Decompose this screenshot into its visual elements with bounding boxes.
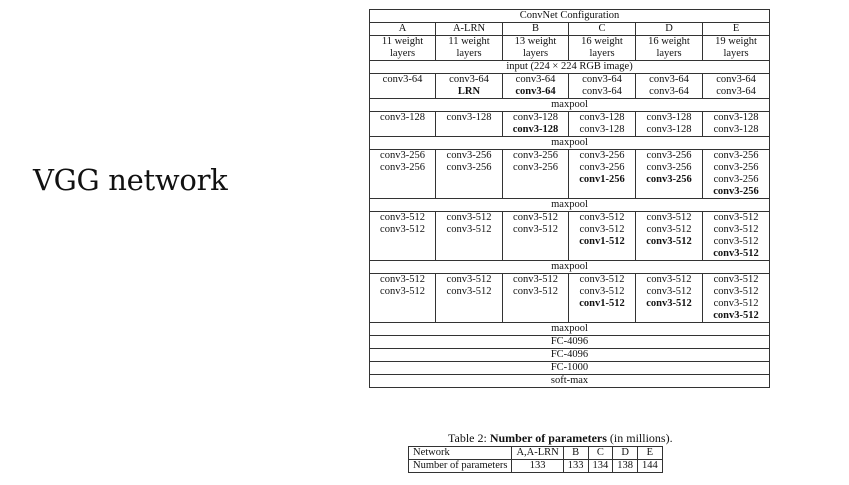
params-cell: 144 (638, 460, 663, 473)
config-layer-cell (569, 274, 636, 323)
params-cell: B (563, 447, 588, 460)
config-conv-block-row (370, 74, 770, 99)
params-cell: 133 (512, 460, 563, 473)
layer-entry: conv3-512 (513, 286, 558, 297)
config-layer-cell (636, 212, 703, 261)
config-tail-cell: soft-max (370, 375, 770, 388)
config-layer-cell (370, 212, 436, 261)
layer-entry: conv3-512 (380, 286, 425, 297)
layer-entry: conv3-128 (446, 112, 492, 123)
config-layer-cell (436, 274, 503, 323)
config-pool-row (370, 99, 770, 112)
layer-entry: conv3-128 (579, 124, 625, 135)
config-layer-cell (503, 274, 569, 323)
layer-entry: conv3-512 (446, 274, 492, 285)
layer-entry: conv3-512 (579, 212, 625, 223)
params-cell: D (613, 447, 638, 460)
layer-entry: conv3-512 (579, 274, 625, 285)
layer-entry: conv3-128 (512, 124, 559, 135)
config-layer-cell (569, 212, 636, 261)
layer-entry: conv3-512 (713, 212, 759, 223)
config-layer-cell (636, 112, 703, 137)
config-layer-cell (436, 74, 503, 99)
params-header (409, 447, 663, 460)
layer-entry: conv3-512 (579, 224, 625, 235)
config-layer-cell (503, 74, 569, 99)
params-cell: E (638, 447, 663, 460)
layer-entry: conv3-256 (513, 150, 558, 161)
config-layer-cell (436, 112, 503, 137)
layer-entry: conv3-512 (513, 224, 558, 235)
layer-entry: conv3-64 (382, 74, 423, 85)
config-depth-cell (569, 36, 636, 61)
config-column-header: D (636, 23, 703, 36)
layer-entry: conv3-128 (513, 112, 558, 123)
layer-entry: conv3-64 (716, 86, 756, 97)
depth-line: 19 weight (715, 36, 757, 47)
config-layer-cell (636, 274, 703, 323)
config-column-header-row (370, 23, 770, 36)
config-layer-cell (636, 150, 703, 199)
depth-line: layers (456, 48, 482, 59)
config-layer-cell (503, 150, 569, 199)
layer-entry: conv3-512 (380, 224, 425, 235)
layer-entry: conv3-256 (646, 162, 692, 173)
layer-entry: conv3-256 (579, 150, 625, 161)
config-layer-cell (703, 274, 770, 323)
config-layer-cell (370, 274, 436, 323)
layer-entry: conv3-64 (716, 74, 756, 85)
layer-entry: conv3-128 (646, 124, 692, 135)
layer-entry: conv3-512 (646, 236, 692, 247)
layer-entry: conv3-512 (646, 298, 692, 309)
layer-entry: conv3-256 (646, 150, 692, 161)
layer-entry: conv3-512 (646, 212, 692, 223)
layer-entry: conv3-512 (513, 274, 558, 285)
layer-entry: conv3-512 (513, 212, 558, 223)
config-layer-cell (703, 74, 770, 99)
config-pool-row (370, 199, 770, 212)
config-pool-row (370, 323, 770, 336)
config-layer-cell (436, 150, 503, 199)
layer-entry: conv1-256 (579, 174, 625, 185)
layer-entry: conv3-512 (646, 286, 692, 297)
config-conv-block-row (370, 112, 770, 137)
depth-line: layers (389, 48, 416, 59)
layer-entry: conv3-256 (713, 186, 759, 197)
config-layer-cell (436, 212, 503, 261)
config-title: ConvNet Configuration (370, 10, 770, 23)
layer-entry: conv3-256 (380, 150, 425, 161)
depth-line: 16 weight (581, 36, 623, 47)
depth-line: layers (723, 48, 749, 59)
convnet-configuration-table (369, 9, 770, 388)
depth-line: layers (589, 48, 615, 59)
layer-entry: conv3-512 (446, 286, 492, 297)
layer-entry: conv3-256 (446, 150, 492, 161)
config-layer-cell (703, 112, 770, 137)
layer-entry: conv3-64 (582, 86, 622, 97)
layer-entry: conv3-512 (446, 224, 492, 235)
config-column-header: A (370, 23, 436, 36)
config-layer-cell (569, 150, 636, 199)
params-cell: 133 (563, 460, 588, 473)
config-layer-cell (503, 212, 569, 261)
depth-line: 11 weight (381, 36, 424, 47)
layer-entry: conv3-512 (713, 236, 759, 247)
config-layer-cell (503, 112, 569, 137)
config-conv-block-row (370, 212, 770, 261)
config-input-cell: input (224 × 224 RGB image) (370, 61, 770, 74)
layer-entry: conv3-512 (380, 274, 425, 285)
layer-entry: conv1-512 (579, 298, 625, 309)
config-conv-block-row (370, 150, 770, 199)
config-maxpool-cell: maxpool (370, 261, 770, 274)
depth-line: 16 weight (648, 36, 690, 47)
layer-entry: conv3-64 (449, 74, 489, 85)
config-input-row (370, 61, 770, 74)
params-cell: C (588, 447, 613, 460)
layer-entry: conv3-64 (649, 74, 689, 85)
config-pool-row (370, 261, 770, 274)
params-cell: Number of parameters (409, 460, 512, 473)
layer-entry: conv3-64 (515, 74, 556, 85)
config-depth-cell (436, 36, 503, 61)
layer-entry: conv3-128 (713, 124, 759, 135)
config-layer-cell (703, 212, 770, 261)
config-column-header: E (703, 23, 770, 36)
config-tail-row (370, 375, 770, 388)
config-layer-cell (636, 74, 703, 99)
config-layer-cell (703, 150, 770, 199)
slide-title: VGG network (33, 163, 228, 197)
config-conv-block-row (370, 274, 770, 323)
layer-entry: conv3-64 (515, 86, 556, 97)
config-layer-cell (370, 74, 436, 99)
params-table-caption (448, 431, 673, 446)
params-cell: A,A-LRN (512, 447, 563, 460)
layer-entry: conv3-128 (579, 112, 625, 123)
config-tail-cell: FC-4096 (370, 336, 770, 349)
config-depth-cell (503, 36, 569, 61)
layer-entry: conv3-256 (446, 162, 492, 173)
config-depth-cell (370, 36, 436, 61)
config-maxpool-cell: maxpool (370, 199, 770, 212)
layer-entry: conv3-128 (380, 112, 425, 123)
layer-entry: conv3-128 (713, 112, 759, 123)
caption-bold: Number of parameters (489, 431, 607, 445)
config-depth-cell (636, 36, 703, 61)
config-tail-row (370, 349, 770, 362)
layer-entry: conv3-64 (649, 86, 689, 97)
layer-entry: conv3-512 (646, 224, 692, 235)
layer-entry: conv3-128 (646, 112, 692, 123)
layer-entry: conv3-512 (579, 286, 625, 297)
layer-entry: conv3-64 (582, 74, 622, 85)
layer-entry: conv3-512 (713, 274, 759, 285)
layer-entry: conv3-512 (380, 212, 425, 223)
config-maxpool-cell: maxpool (370, 323, 770, 336)
config-layer-cell (370, 150, 436, 199)
parameters-table (408, 446, 663, 473)
config-tail-row (370, 336, 770, 349)
layer-entry: conv3-512 (713, 298, 759, 309)
layer-entry: conv3-512 (446, 212, 492, 223)
layer-entry: conv3-512 (713, 224, 759, 235)
config-column-header: C (569, 23, 636, 36)
config-layer-cell (569, 112, 636, 137)
caption-prefix: Table 2: (448, 431, 490, 445)
config-column-header: B (503, 23, 569, 36)
layer-entry: conv3-256 (646, 174, 692, 185)
layer-entry: conv3-512 (646, 274, 692, 285)
depth-line: layers (656, 48, 682, 59)
layer-entry: conv3-512 (713, 310, 759, 321)
layer-entry: conv1-512 (579, 236, 625, 247)
config-column-header: A-LRN (436, 23, 503, 36)
config-layer-cell (569, 74, 636, 99)
params-cell: 134 (588, 460, 613, 473)
config-tail-row (370, 362, 770, 375)
layer-entry: conv3-256 (713, 162, 759, 173)
params-cell: Network (409, 447, 512, 460)
layer-entry: conv3-512 (713, 248, 759, 259)
config-pool-row (370, 137, 770, 150)
layer-entry: conv3-512 (713, 286, 759, 297)
depth-line: 13 weight (514, 36, 557, 47)
layer-entry: conv3-256 (380, 162, 425, 173)
params-cell: 138 (613, 460, 638, 473)
params-row (409, 460, 663, 473)
depth-line: 11 weight (448, 36, 490, 47)
config-depth-cell (703, 36, 770, 61)
config-maxpool-cell: maxpool (370, 99, 770, 112)
config-depth-row (370, 36, 770, 61)
config-title-row (370, 10, 770, 23)
layer-entry: conv3-256 (579, 162, 625, 173)
config-layer-cell (370, 112, 436, 137)
layer-entry: conv3-256 (713, 150, 759, 161)
config-maxpool-cell: maxpool (370, 137, 770, 150)
config-tail-cell: FC-1000 (370, 362, 770, 375)
layer-entry: LRN (457, 86, 481, 97)
layer-entry: conv3-256 (713, 174, 759, 185)
config-tail-cell: FC-4096 (370, 349, 770, 362)
layer-entry: conv3-256 (513, 162, 558, 173)
caption-suffix: (in millions). (606, 431, 673, 445)
depth-line: layers (522, 48, 549, 59)
